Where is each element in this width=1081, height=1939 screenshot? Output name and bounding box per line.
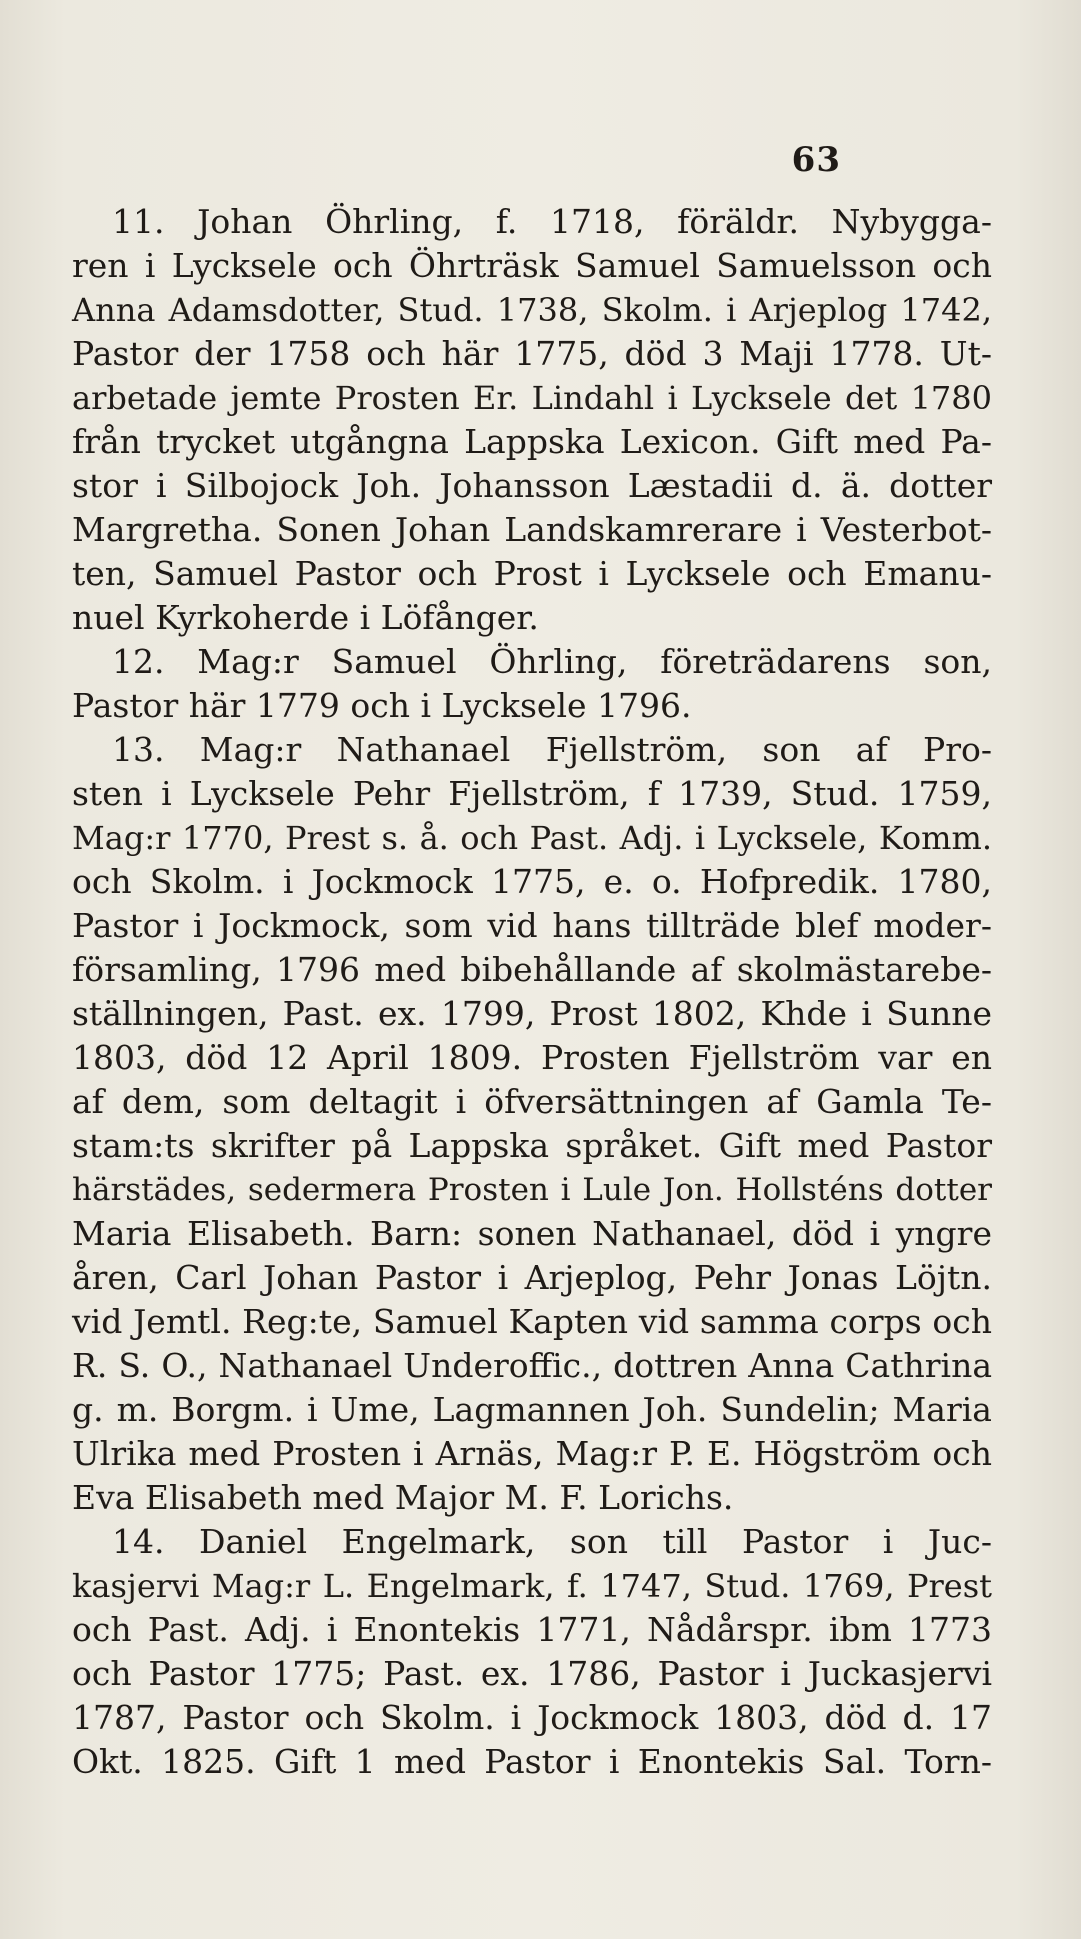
entry-11 [72,200,992,640]
text-line: 11. Johan Öhrling, f. 1718, föräldr. Nybygga- [112,202,992,241]
text-line: nuel Kyrkoherde i Löfånger. [72,598,539,637]
text-line: sten i Lycksele Pehr Fjellström, f 1739, Stud. 1759, [72,774,992,813]
text-line: Anna Adamsdotter, Stud. 1738, Skolm. i Arjeplog 1742, [72,291,992,329]
text-line: 12. Mag:r Samuel Öhrling, företrädarens son, [112,642,992,681]
text-line: Mag:r 1770, Prest s. å. och Past. Adj. i Lycksele, Komm. [72,819,992,857]
text-line: vid Jemtl. Reg:te, Samuel Kapten vid samma corps och [72,1302,992,1341]
text-line: ten, Samuel Pastor och Prost i Lycksele och Emanu- [72,554,992,593]
text-line: 13. Mag:r Nathanael Fjellström, son af Pro- [112,730,992,769]
entry-12 [72,640,992,728]
text-line: och Past. Adj. i Enontekis 1771, Nådårspr. ibm 1773 [72,1610,992,1649]
entry-14 [72,1520,992,1784]
text-line: Pastor der 1758 och här 1775, död 3 Maji 1778. Ut- [72,334,992,373]
text-line: och Pastor 1775; Past. ex. 1786, Pastor i Juckasjervi [72,1654,992,1693]
text-line: Okt. 1825. Gift 1 med Pastor i Enontekis Sal. Torn- [72,1742,992,1781]
text-line: Pastor här 1779 och i Lycksele 1796. [72,686,692,725]
page-number: 63 [791,140,841,180]
text-line: 14. Daniel Engelmark, son till Pastor i Juc- [112,1522,992,1561]
text-line: g. m. Borgm. i Ume, Lagmannen Joh. Sundelin; Maria [72,1390,992,1429]
text-line: församling, 1796 med bibehållande af skolmästarebe- [72,950,992,989]
text-line: från trycket utgångna Lappska Lexicon. Gift med Pa- [72,422,992,461]
text-line: Margretha. Sonen Johan Landskamrerare i Vesterbot- [72,510,992,549]
text-line: Maria Elisabeth. Barn: sonen Nathanael, död i yngre [72,1214,992,1253]
text-line: af dem, som deltagit i öfversättningen af Gamla Te- [72,1082,992,1121]
text-line: Ulrika med Prosten i Arnäs, Mag:r P. E. Högström och [72,1434,992,1473]
text-line: arbetade jemte Prosten Er. Lindahl i Lycksele det 1780 [72,379,992,417]
text-line: 1803, död 12 April 1809. Prosten Fjellström var en [72,1038,992,1077]
text-line: kasjervi Mag:r L. Engelmark, f. 1747, Stud. 1769, Prest [72,1567,992,1605]
text-line: R. S. O., Nathanael Underoffic., dottren Anna Cathrina [72,1346,992,1385]
text-line: Eva Elisabeth med Major M. F. Lorichs. [72,1478,734,1517]
text-line: ren i Lycksele och Öhrträsk Samuel Samuelsson och [72,246,992,285]
text-line: stor i Silbojock Joh. Johansson Læstadii d. ä. dotter [72,466,992,505]
text-line: stam:ts skrifter på Lappska språket. Gift med Pastor [72,1126,992,1165]
entry-13 [72,728,992,1520]
text-line: ställningen, Past. ex. 1799, Prost 1802, Khde i Sunne [72,994,992,1033]
text-line: och Skolm. i Jockmock 1775, e. o. Hofpredik. 1780, [72,862,992,901]
text-line: åren, Carl Johan Pastor i Arjeplog, Pehr Jonas Löjtn. [72,1258,992,1297]
body-text [72,200,992,1784]
text-line: härstädes, sedermera Prosten i Lule Jon. Hollsténs dotter [72,1172,992,1208]
text-line: 1787, Pastor och Skolm. i Jockmock 1803, död d. 17 [72,1698,992,1737]
text-line: Pastor i Jockmock, som vid hans tillträde blef moder- [72,906,992,945]
